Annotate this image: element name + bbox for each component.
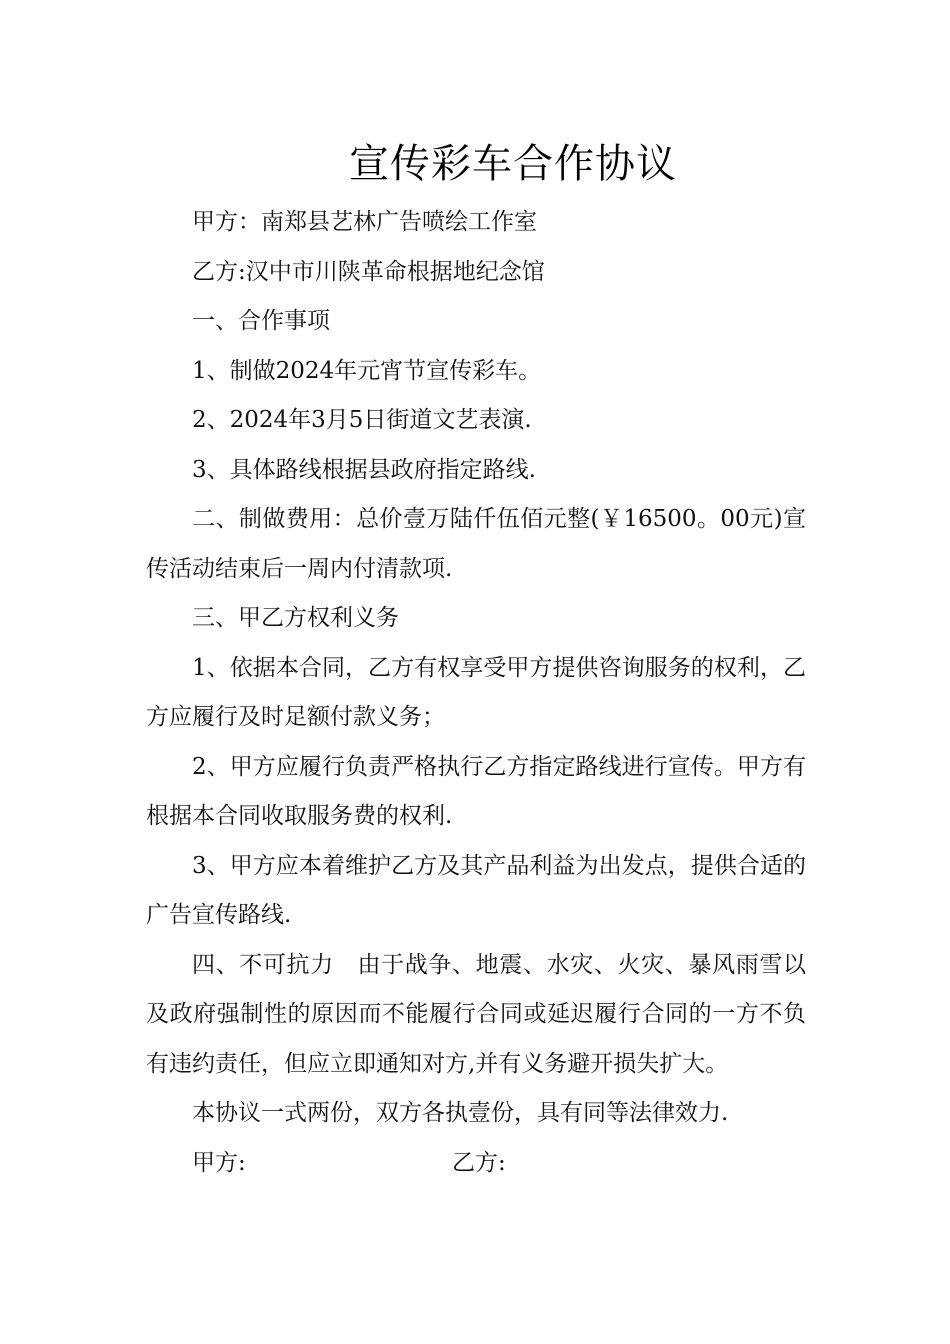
section-4-paragraph: 四、不可抗力 由于战争、地震、水灾、火灾、暴风雨雪以及政府强制性的原因而不能履行合同或延迟履行合同的一方不负有违约责任，但应立即通知对方,并有义务避开损失扩大。 [146, 951, 806, 1077]
section-2-paragraph: 二、制做费用：总价壹万陆仟伍佰元整(￥16500。00元)宣传活动结束后一周内付清款项. [146, 506, 806, 582]
signature-party-a-label: 甲方: [192, 1149, 246, 1176]
section-3-item-1: 1、依据本合同，乙方有权享受甲方提供咨询服务的权利，乙方应履行及时足额付款义务； [146, 654, 806, 730]
section-1-heading: 一、合作事项 [192, 308, 330, 334]
signature-row [146, 1139, 806, 1189]
party-a-line: 甲方：南郑县艺林广告喷绘工作室 [192, 209, 537, 235]
section-1-item-1: 1、制做2024年元宵节宣传彩车。 [192, 357, 542, 384]
section-3-item-2: 2、甲方应履行负责严格执行乙方指定路线进行宣传。甲方有根据本合同收取服务费的权利. [146, 753, 806, 829]
section-3-item-3: 3、甲方应本着维护乙方及其产品利益为出发点，提供合适的广告宣传路线. [146, 852, 806, 928]
document-body [146, 198, 806, 1188]
section-1-item-3: 3、具体路线根据县政府指定路线. [192, 456, 536, 483]
party-b-line: 乙方:汉中市川陕革命根据地纪念馆 [192, 258, 545, 285]
document-title: 宣传彩车合作协议 [349, 141, 677, 187]
closing-paragraph: 本协议一式两份，双方各执壹份，具有同等法律效力. [192, 1100, 729, 1126]
section-1-item-2: 2、2024年3月5日街道文艺表演. [192, 407, 532, 433]
signature-party-b-label: 乙方: [452, 1149, 506, 1176]
section-3-heading: 三、甲乙方权利义务 [192, 605, 399, 631]
